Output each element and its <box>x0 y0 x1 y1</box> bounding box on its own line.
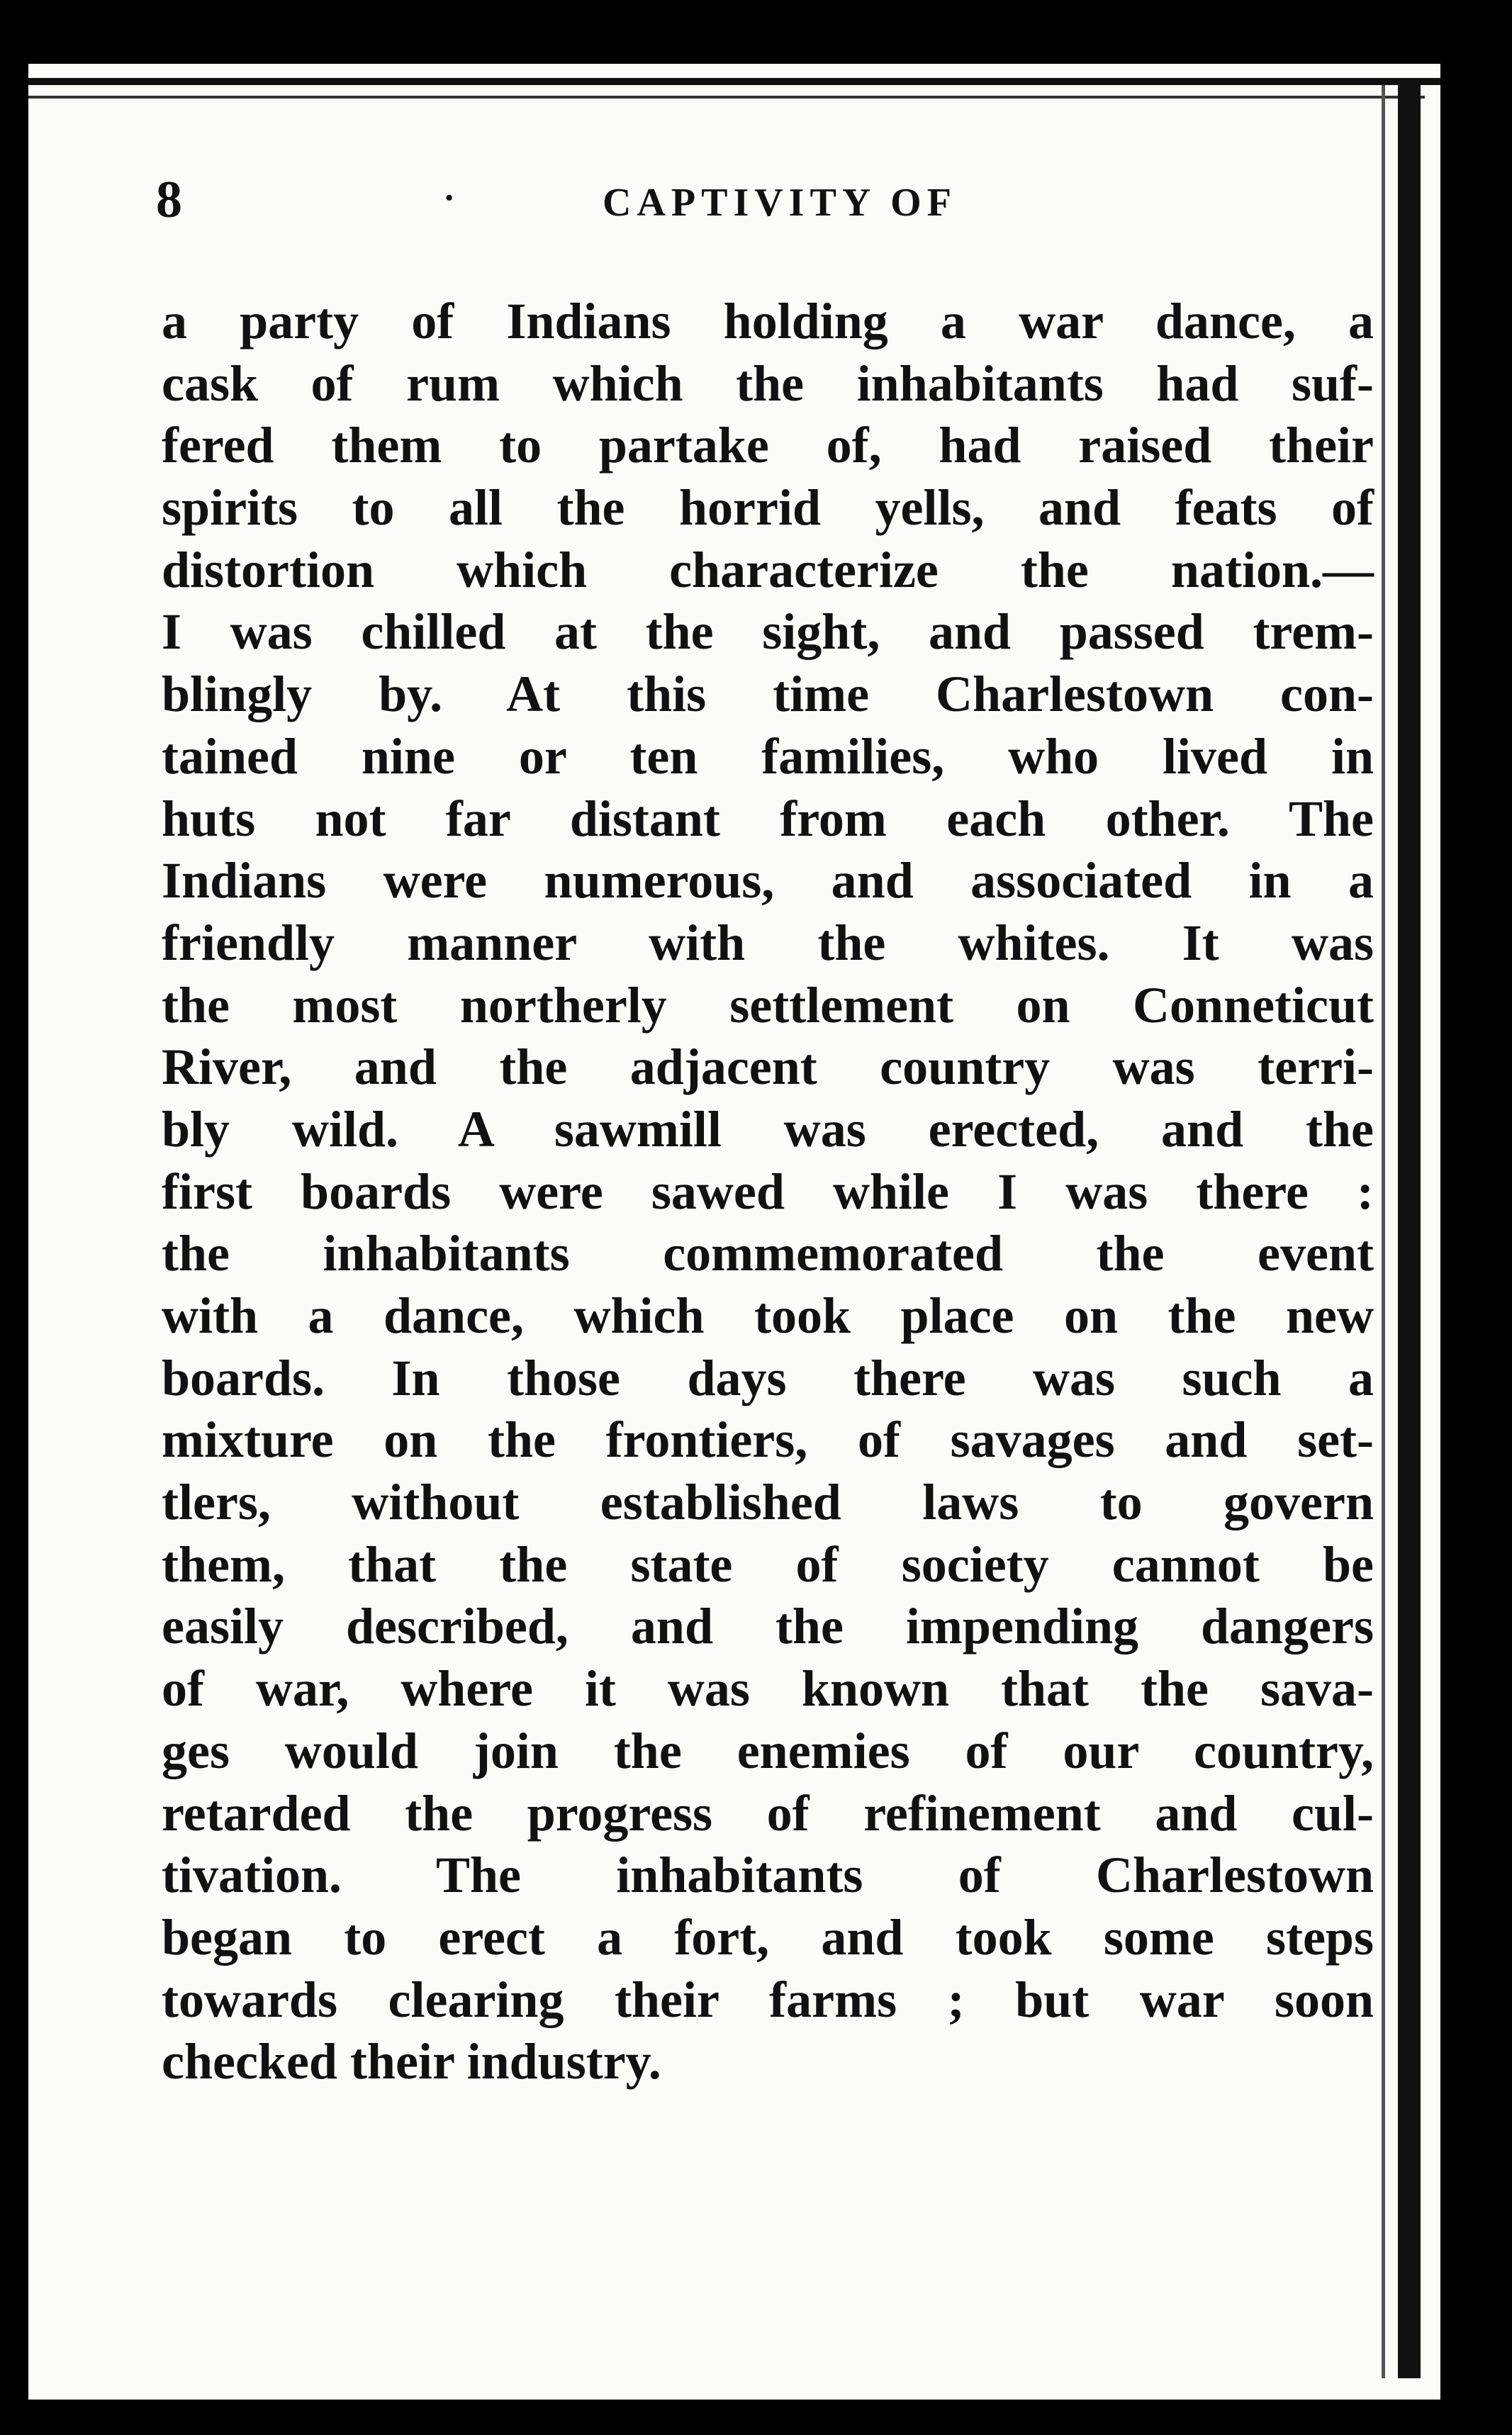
text-line: cask of rum which the inhabitants had suf- <box>162 354 1374 412</box>
text-line: with a dance, which took place on the new <box>162 1287 1374 1344</box>
right-border-rule <box>1398 85 1421 2378</box>
header-dot: · <box>441 171 458 225</box>
text-line: River, and the adjacent country was terri- <box>162 1039 1374 1096</box>
text-line: blingly by. At this time Charlestown con- <box>162 666 1374 723</box>
text-line: I was chilled at the sight, and passed trem- <box>162 603 1374 661</box>
text-line: friendly manner with the whites. It was <box>162 914 1374 971</box>
text-line: easily described, and the impending dangers <box>162 1598 1374 1655</box>
page-number: 8 <box>156 171 182 229</box>
text-line: Indians were numerous, and associated in a <box>162 852 1374 909</box>
text-line: began to erect a fort, and took some steps <box>162 1908 1374 1966</box>
book-page <box>28 64 1440 2400</box>
text-line: boards. In those days there was such a <box>162 1349 1374 1406</box>
text-line: retarded the progress of refinement and cul- <box>162 1784 1374 1842</box>
text-line: distortion which characterize the nation.— <box>162 541 1374 598</box>
text-line: the inhabitants commemorated the event <box>162 1225 1374 1282</box>
text-line: huts not far distant from each other. The <box>162 790 1374 847</box>
text-line: fered them to partake of, had raised their <box>162 417 1374 474</box>
page-header <box>156 170 1290 234</box>
text-line: tlers, without established laws to govern <box>162 1474 1374 1531</box>
text-line: mixture on the frontiers, of savages and set- <box>162 1411 1374 1469</box>
text-line: the most northerly settlement on Conneticut <box>162 976 1374 1034</box>
text-line: of war, where it was known that the sava- <box>162 1660 1374 1718</box>
top-border-rule-thin <box>28 96 1425 99</box>
text-line: towards clearing their farms ; but war soon <box>162 1971 1374 2028</box>
text-line: a party of Indians holding a war dance, a <box>162 293 1374 349</box>
text-line: bly wild. A sawmill was erected, and the <box>162 1100 1374 1158</box>
body-text <box>162 291 1374 2093</box>
text-line: tivation. The inhabitants of Charlestown <box>162 1847 1374 1904</box>
right-border-rule-thin <box>1382 85 1385 2378</box>
running-head: CAPTIVITY OF <box>603 181 957 225</box>
text-line: ges would join the enemies of our country, <box>162 1722 1374 1779</box>
text-line: first boards were sawed while I was there : <box>162 1163 1374 1220</box>
text-line: tained nine or ten families, who lived in <box>162 727 1374 785</box>
top-border-rule <box>28 78 1440 85</box>
text-line: them, that the state of society cannot be <box>162 1535 1374 1593</box>
text-line: checked their industry. <box>162 2033 661 2090</box>
text-line: spirits to all the horrid yells, and feats of <box>162 479 1374 537</box>
